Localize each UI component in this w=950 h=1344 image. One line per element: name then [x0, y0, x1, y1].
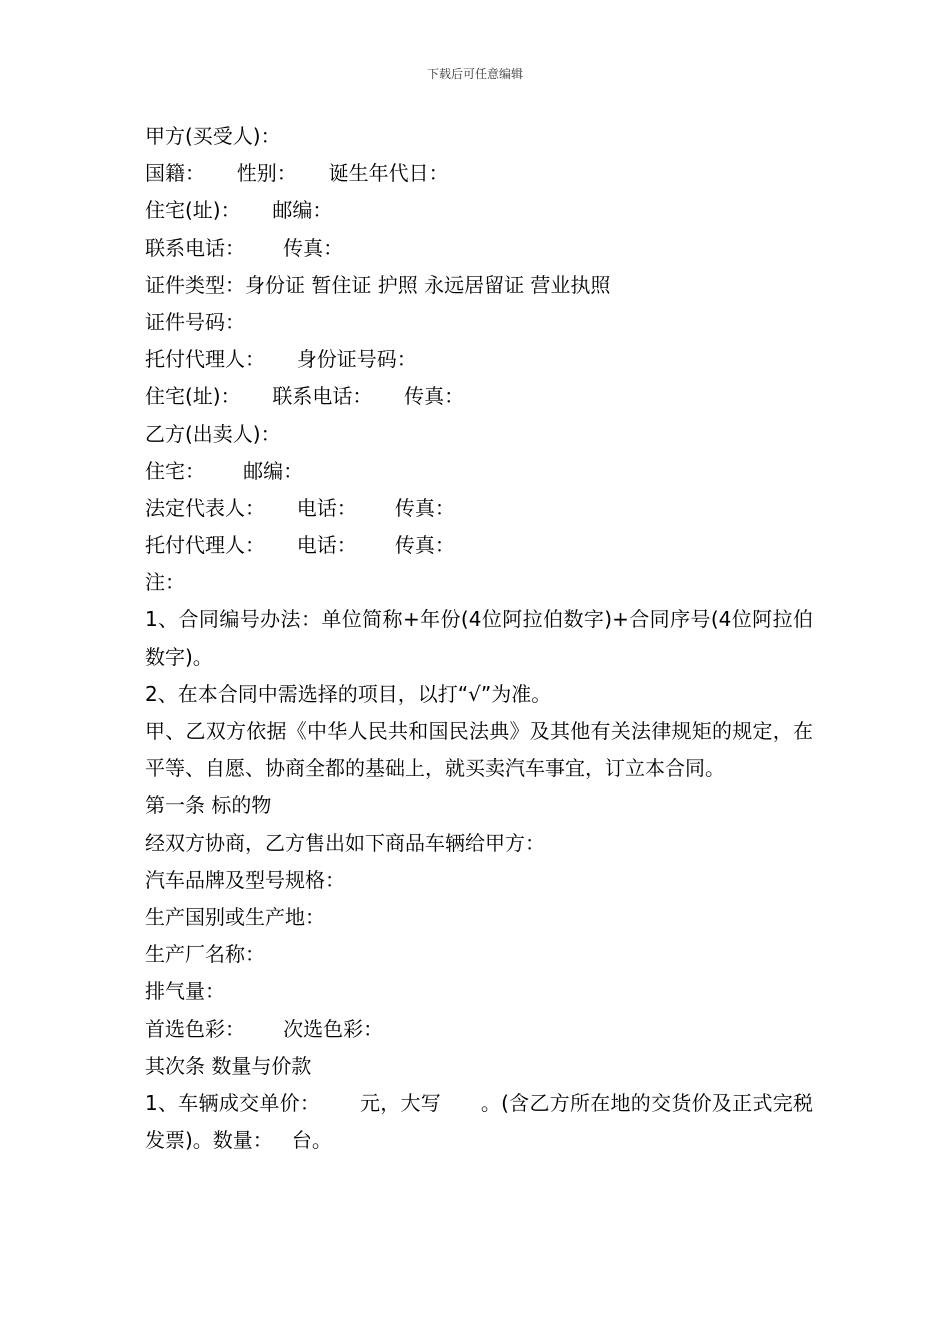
buyer-nationality-line: 国籍： 性别： 诞生年代日：	[145, 161, 449, 186]
buyer-agent-line: 托付代理人： 身份证号码：	[145, 347, 417, 372]
buyer-id-number-line: 证件号码：	[145, 309, 245, 334]
seller-agent-line: 托付代理人： 电话： 传真：	[145, 533, 455, 558]
notes-title: 注：	[145, 570, 185, 595]
article-1-intro: 经双方协商，乙方售出如下商品车辆给甲方：	[145, 830, 545, 855]
contract-body	[145, 118, 813, 1159]
vehicle-displacement-line: 排气量：	[145, 979, 225, 1004]
vehicle-color-line: 首选色彩： 次选色彩：	[145, 1016, 384, 1041]
buyer-id-type-line: 证件类型：身份证 暂住证 护照 永远居留证 营业执照	[145, 272, 611, 297]
buyer-phone-line: 联系电话： 传真：	[145, 235, 344, 260]
seller-representative-line: 法定代表人： 电话： 传真：	[145, 495, 455, 520]
article-2-title: 其次条 数量与价款	[145, 1053, 312, 1078]
buyer-title: 甲方(买受人)：	[145, 124, 281, 148]
buyer-agent-contact-line: 住宅(址)： 联系电话： 传真：	[145, 384, 465, 409]
page-header-note: 下载后可任意编辑	[426, 67, 523, 81]
vehicle-maker-line: 生产厂名称：	[145, 942, 265, 967]
article-1-title: 第一条 标的物	[145, 793, 272, 818]
note-2: 2、在本合同中需选择的项目，以打“√”为准。	[145, 681, 552, 706]
note-1: 1、合同编号办法：单位简称+年份(4位阿拉伯数字)+合同序号(4位阿拉伯数字)。	[145, 607, 813, 669]
seller-address-line: 住宅： 邮编：	[145, 458, 304, 483]
preamble-paragraph: 甲、乙双方依据《中华人民共和国民法典》及其他有关法律规矩的规定，在平等、自愿、协商全都的基础上，就买卖汽车事宜，订立本合同。	[145, 719, 813, 781]
buyer-address-line: 住宅(址)： 邮编：	[145, 198, 333, 223]
article-2-item-1: 1、车辆成交单价： 元，大写 。(含乙方所在地的交货价及正式完税发票)。数量： 台。	[145, 1090, 813, 1153]
vehicle-origin-line: 生产国别或生产地：	[145, 905, 325, 929]
seller-title: 乙方(出卖人)：	[145, 421, 281, 446]
vehicle-brand-line: 汽车品牌及型号规格：	[145, 867, 345, 892]
